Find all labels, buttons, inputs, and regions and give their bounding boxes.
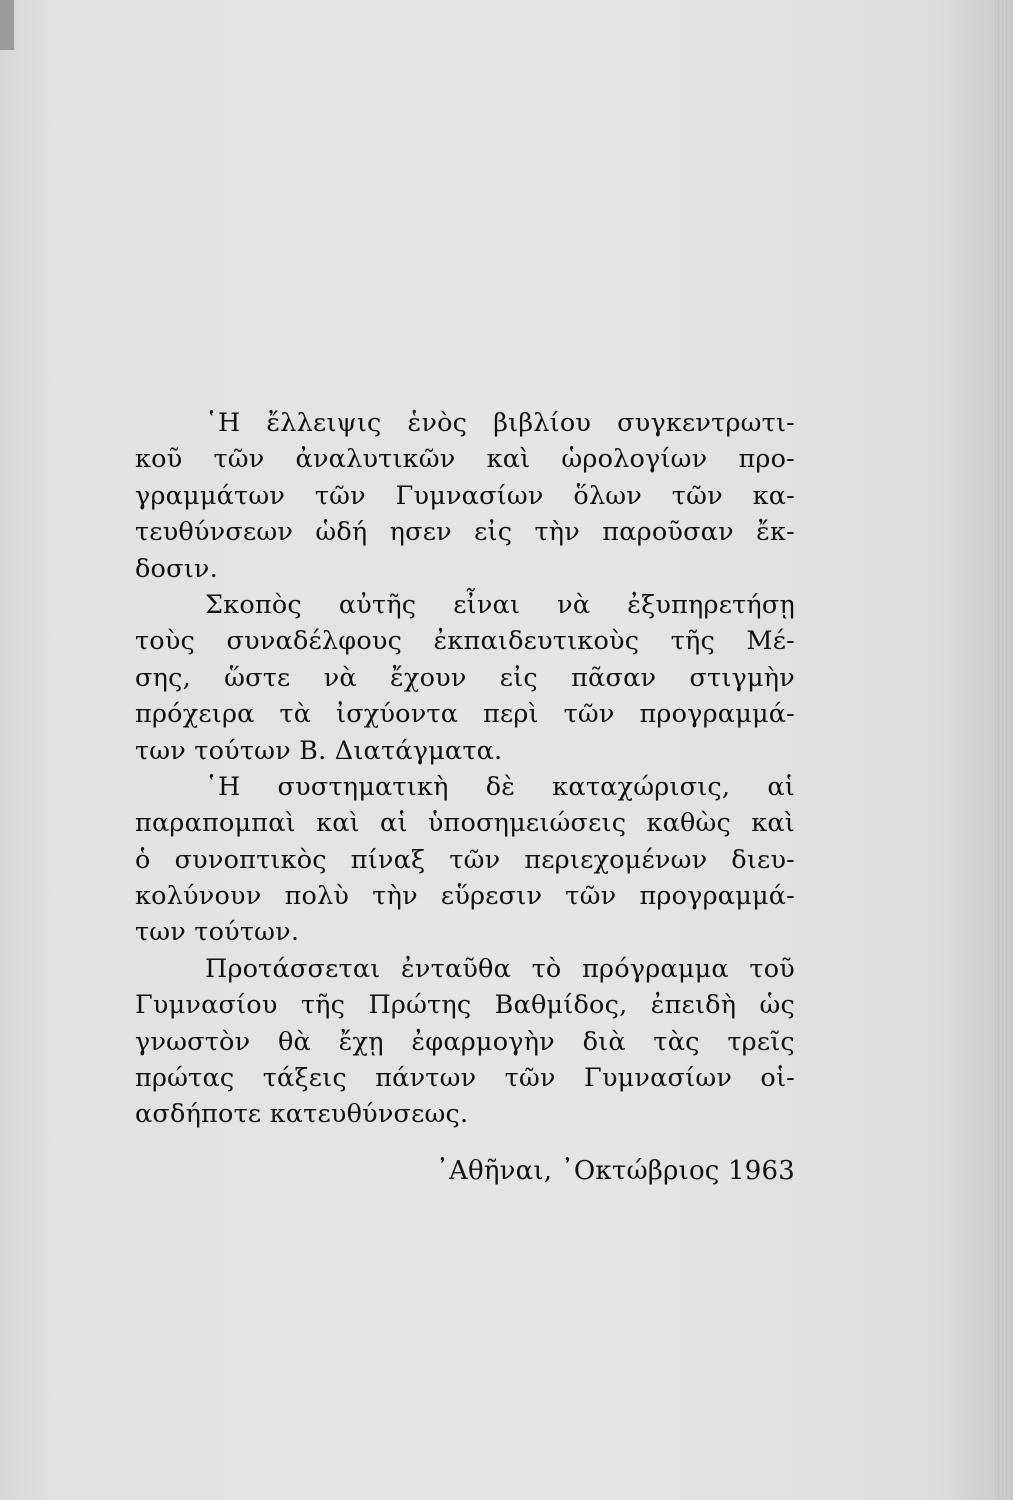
text-line: ασδήποτε κατευθύνσεως.: [135, 1099, 469, 1130]
text-word: Προτάσσεται: [205, 953, 381, 984]
text-line: [135, 805, 795, 841]
text-word: τῆς: [670, 626, 715, 657]
text-word: Σκοπὸς: [205, 589, 302, 620]
text-word: τὴν: [372, 881, 418, 912]
text-word: ἐνταῦθα: [401, 953, 512, 984]
text-word: καὶ: [316, 808, 360, 839]
text-word: στιγμὴν: [689, 662, 795, 693]
text-line: δοσιν.: [135, 553, 218, 584]
text-word: ὥστε: [224, 662, 291, 693]
text-word: νὰ: [557, 589, 591, 620]
text-word: τάξεις: [262, 1063, 347, 1094]
text-word: παραπομπαὶ: [135, 808, 296, 839]
text-word: ὅλων: [573, 480, 642, 511]
text-line: [135, 587, 795, 623]
text-line: [135, 696, 795, 732]
text-word: συστηματικὴ: [277, 771, 449, 802]
text-word: ἰσχύοντα: [336, 699, 459, 730]
text-word: τὰς: [653, 1026, 700, 1057]
text-word: κοῦ: [135, 444, 183, 475]
text-word: τὸ: [531, 953, 562, 984]
text-word: αἱ: [767, 771, 795, 802]
text-word: καταχώρισις,: [552, 771, 731, 802]
text-word: ὡρολογίων: [561, 444, 708, 475]
scan-edge-mark: [0, 0, 14, 50]
text-word: συγκεντρωτι-: [617, 408, 795, 438]
text-word: Μέ-: [746, 626, 795, 657]
text-word: τῶν: [565, 881, 617, 912]
text-word: πρόγραμμα: [582, 953, 729, 984]
text-word: ὡς: [759, 990, 795, 1021]
text-line: [135, 1060, 795, 1096]
text-word: συναδέλφους: [226, 626, 403, 657]
text-word: ἐκπαιδευτικοὺς: [433, 626, 640, 657]
text-word: ἔχουν: [390, 662, 467, 693]
text-line: [135, 514, 795, 550]
text-word: πρώτας: [135, 1063, 235, 1094]
text-line: των τούτων.: [135, 917, 300, 948]
text-word: πᾶσαν: [571, 662, 657, 693]
text-word: ἔχῃ: [338, 1026, 384, 1057]
text-word: ἔλλειψις: [266, 408, 382, 438]
text-word: ὡδή: [315, 517, 368, 548]
text-word: οἱ-: [760, 1063, 795, 1094]
text-word: σης,: [135, 662, 191, 693]
text-word: τοὺς: [135, 626, 196, 657]
text-word: περιεχομένων: [524, 844, 708, 875]
preface-text: [135, 405, 795, 1189]
text-word: ἔκ-: [756, 517, 795, 548]
text-line: [135, 1024, 795, 1060]
text-word: εἶναι: [453, 589, 521, 620]
text-word: ὑποσημειώσεις: [427, 808, 627, 839]
text-word: προγραμμά-: [639, 699, 795, 730]
text-word: καὶ: [751, 808, 795, 839]
text-word: ἐφαρμογὴν: [411, 1026, 555, 1057]
text-word: αἱ: [380, 808, 408, 839]
text-line: [135, 951, 795, 987]
text-word: γραμμάτων: [135, 480, 286, 511]
text-word: αὐτῆς: [338, 589, 417, 620]
text-word: περὶ: [482, 699, 539, 730]
text-word: ἀναλυτικῶν: [295, 444, 456, 475]
text-word: τρεῖς: [727, 1026, 795, 1057]
text-word: Πρώτης: [368, 990, 472, 1021]
text-word: τῶν: [213, 444, 265, 475]
text-word: συνοπτικὸς: [174, 844, 327, 875]
text-word: ὁ: [135, 844, 151, 875]
text-word: προ-: [738, 444, 795, 475]
text-word: τῆς: [300, 990, 346, 1021]
text-line: [135, 769, 795, 805]
text-word: τὰ: [279, 699, 312, 730]
text-line: [135, 660, 795, 696]
text-line: των τούτων Β. Διατάγματα.: [135, 735, 503, 766]
text-word: διευ-: [731, 844, 795, 875]
text-word: παροῦσαν: [602, 517, 734, 548]
text-word: πρόχειρα: [135, 699, 255, 730]
text-word: δὲ: [485, 771, 516, 802]
text-word: τῶν: [563, 699, 615, 730]
text-word: ἐξυπηρετήσῃ: [627, 589, 795, 620]
text-word: διὰ: [582, 1026, 626, 1057]
text-word: ῾Η: [205, 771, 241, 802]
text-word: κολύνουν: [135, 881, 262, 912]
text-line: [135, 987, 795, 1023]
place-date-signature: ᾿Αθῆναι, ᾿Οκτώβριος 1963: [435, 1155, 795, 1186]
text-line: [135, 842, 795, 878]
text-word: θὰ: [278, 1026, 311, 1057]
text-line: [135, 623, 795, 659]
text-word: καὶ: [486, 444, 531, 475]
text-word: βιβλίου: [493, 408, 592, 438]
text-word: εἰς: [474, 517, 513, 548]
text-word: τὴν: [534, 517, 580, 548]
text-word: καθὼς: [646, 808, 732, 839]
text-line: [135, 478, 795, 514]
text-word: προγραμμά-: [639, 881, 795, 912]
text-word: εἰς: [499, 662, 538, 693]
text-word: ησεν: [389, 517, 452, 548]
text-word: πάντων: [375, 1063, 477, 1094]
text-word: κα-: [752, 480, 795, 511]
text-word: Γυμνασίων: [395, 480, 544, 511]
text-word: τῶν: [504, 1063, 556, 1094]
text-word: τοῦ: [749, 953, 795, 984]
text-word: τευθύνσεων: [135, 517, 294, 548]
text-line: [135, 878, 795, 914]
text-word: Γυμνασίων: [584, 1063, 733, 1094]
text-word: τῶν: [449, 844, 501, 875]
text-word: ἐπειδὴ: [650, 990, 737, 1021]
page-edge-shadow: [995, 0, 1013, 1500]
text-word: τῶν: [671, 480, 723, 511]
text-word: ῾Η: [205, 408, 241, 438]
text-line: [135, 405, 795, 441]
text-line: [135, 441, 795, 477]
text-word: Βαθμίδος,: [494, 990, 628, 1021]
text-word: ἑνὸς: [407, 408, 468, 438]
text-word: νὰ: [323, 662, 357, 693]
text-word: πολὺ: [284, 881, 350, 912]
text-word: γνωστὸν: [135, 1026, 251, 1057]
text-word: πίναξ: [350, 844, 426, 875]
text-word: εὕρεσιν: [440, 881, 543, 912]
text-word: τῶν: [314, 480, 366, 511]
text-word: Γυμνασίου: [135, 990, 278, 1021]
